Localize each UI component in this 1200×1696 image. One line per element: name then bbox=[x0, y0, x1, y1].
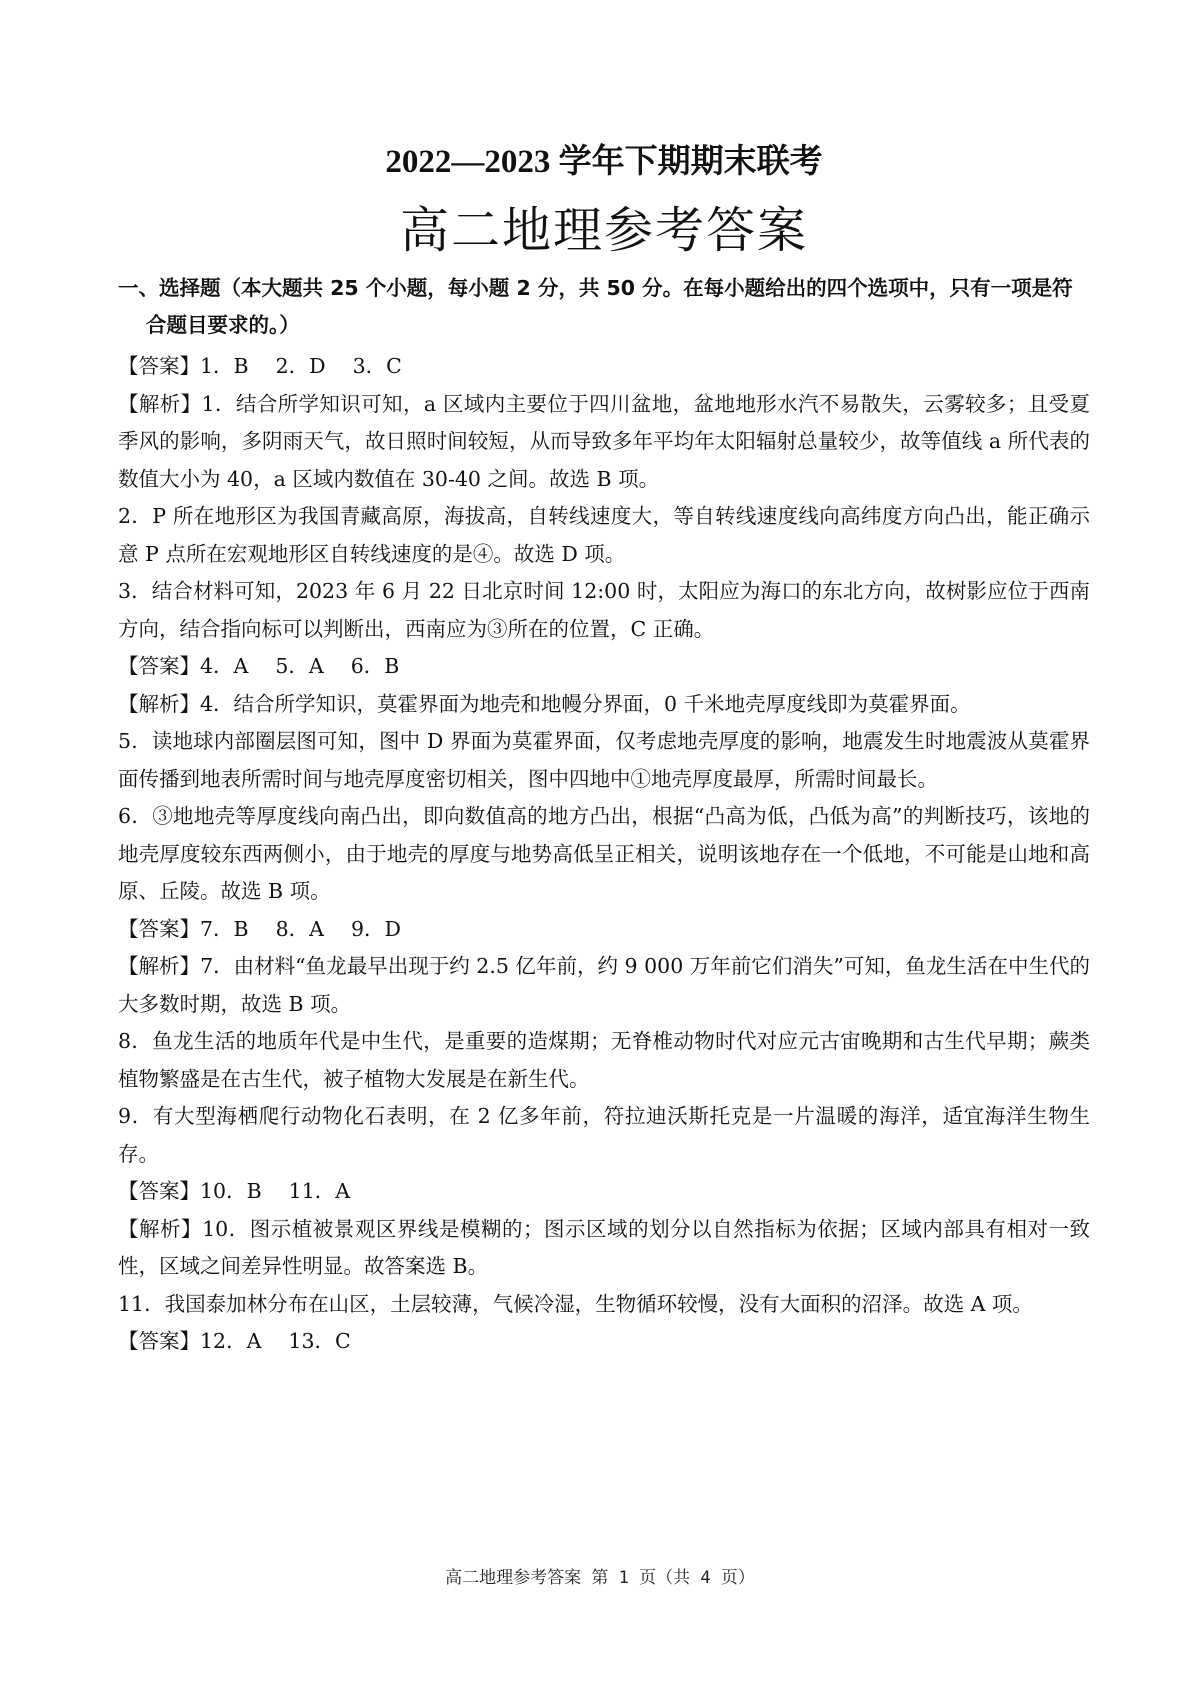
answer-label: 【答案】 bbox=[118, 354, 200, 378]
answer-values: 7．B 8．A 9．D bbox=[200, 916, 401, 941]
answer-label: 【答案】 bbox=[118, 654, 200, 678]
document-title: 高二地理参考答案 bbox=[399, 202, 808, 259]
analysis-paragraph bbox=[118, 1211, 1090, 1286]
paragraph-text: 1．结合所学知识可知，a 区域内主要位于四川盆地，盆地地形水汽不易散失，云雾较多；且受夏季风的影响，多阴雨天气，故日照时间较短，从而导致多年平均年太阳辐射总量较少，故等值线 a 所代表的数值大小为 40，a 区域内数值在 30-40 之间。故选 B 项。 bbox=[118, 391, 1091, 491]
answer-values: 12．A 13．C bbox=[200, 1329, 351, 1353]
paragraph-text: 5．读地球内部圈层图可知，图中 D 界面为莫霍界面，仅考虑地壳厚度的影响，地震发生时地震波从莫霍界面传播到地表所需时间与地壳厚度密切相关，图中四地中①地壳厚度最厚，所需时间最长。 bbox=[118, 729, 1090, 791]
section-heading: 一、选择题（本大题共 25 个小题，每小题 2 分，共 50 分。在每小题给出的四个选项中，只有一项是符合题目要求的。） bbox=[118, 276, 1073, 337]
explanation-paragraph bbox=[118, 798, 1090, 911]
answer-label: 【答案】 bbox=[118, 1179, 200, 1203]
answer-line bbox=[118, 1323, 1090, 1361]
analysis-paragraph bbox=[118, 386, 1090, 499]
analysis-paragraph bbox=[118, 686, 1090, 724]
answer-label: 【答案】 bbox=[118, 916, 200, 941]
answer-values: 10．B 11．A bbox=[200, 1179, 351, 1203]
answer-line bbox=[118, 911, 1090, 949]
explanation-paragraph bbox=[118, 1286, 1090, 1324]
explanation-paragraph bbox=[118, 1023, 1090, 1098]
paragraph-text: 3．结合材料可知，2023 年 6 月 22 日北京时间 12:00 时，太阳应为海口的东北方向，故树影应位于西南方向，结合指向标可以判断出，西南应为③所在的位置，C 正确。 bbox=[118, 579, 1090, 641]
explanation-paragraph bbox=[118, 1098, 1090, 1173]
paragraph-text: 10．图示植被景观区界线是模糊的；图示区域的划分以自然指标为依据；区域内部具有相对一致性，区域之间差异性明显。故答案选 B。 bbox=[118, 1216, 1091, 1278]
answer-content bbox=[118, 348, 1090, 1361]
answer-line bbox=[118, 648, 1090, 686]
analysis-paragraph bbox=[118, 948, 1090, 1023]
answer-line bbox=[118, 348, 1090, 386]
paragraph-text: 2．P 所在地形区为我国青藏高原，海拔高，自转线速度大，等自转线速度线向高纬度方向凸出，能正确示意 P 点所在宏观地形区自转线速度的是④。故选 D 项。 bbox=[118, 504, 1090, 566]
paragraph-text: 6．③地地壳等厚度线向南凸出，即向数值高的地方凸出，根据“凸高为低，凸低为高”的判断技巧，该地的地壳厚度较东西两侧小，由于地壳的厚度与地势高低呈正相关，说明该地存在一个低地，不可能是山地和高原、丘陵。故选 B 项。 bbox=[118, 804, 1090, 903]
analysis-label: 【解析】 bbox=[118, 954, 201, 978]
page-footer: 高二地理参考答案 第 1 页（共 4 页） bbox=[445, 1568, 755, 1588]
explanation-paragraph bbox=[118, 498, 1090, 573]
paragraph-text: 7．由材料“鱼龙最早出现于约 2.5 亿年前，约 9 000 万年前它们消失”可知，鱼龙生活在中生代的大多数时期，故选 B 项。 bbox=[118, 954, 1091, 1016]
analysis-label: 【解析】 bbox=[118, 1216, 203, 1241]
paragraph-text: 4．结合所学知识，莫霍界面为地壳和地幔分界面，0 千米地壳厚度线即为莫霍界面。 bbox=[200, 691, 971, 716]
analysis-label: 【解析】 bbox=[118, 691, 200, 716]
explanation-paragraph bbox=[118, 573, 1090, 648]
paragraph-text: 11．我国泰加林分布在山区，土层较薄，气候冷湿，生物循环较慢，没有大面积的沼泽。故选 A 项。 bbox=[118, 1291, 1033, 1316]
paragraph-text: 9．有大型海栖爬行动物化石表明，在 2 亿多年前，符拉迪沃斯托克是一片温暖的海洋，适宜海洋生物生存。 bbox=[118, 1104, 1090, 1166]
exam-title: 2022—2023 学年下期期末联考 bbox=[385, 144, 823, 180]
answer-values: 4．A 5．A 6．B bbox=[200, 654, 400, 678]
analysis-label: 【解析】 bbox=[118, 391, 202, 416]
paragraph-text: 8．鱼龙生活的地质年代是中生代，是重要的造煤期；无脊椎动物时代对应元古宙晚期和古生代早期；蕨类植物繁盛是在古生代，被子植物大发展是在新生代。 bbox=[118, 1029, 1090, 1091]
answer-label: 【答案】 bbox=[118, 1329, 200, 1353]
explanation-paragraph bbox=[118, 723, 1090, 798]
answer-line bbox=[118, 1173, 1090, 1211]
answer-values: 1．B 2．D 3．C bbox=[200, 354, 402, 378]
